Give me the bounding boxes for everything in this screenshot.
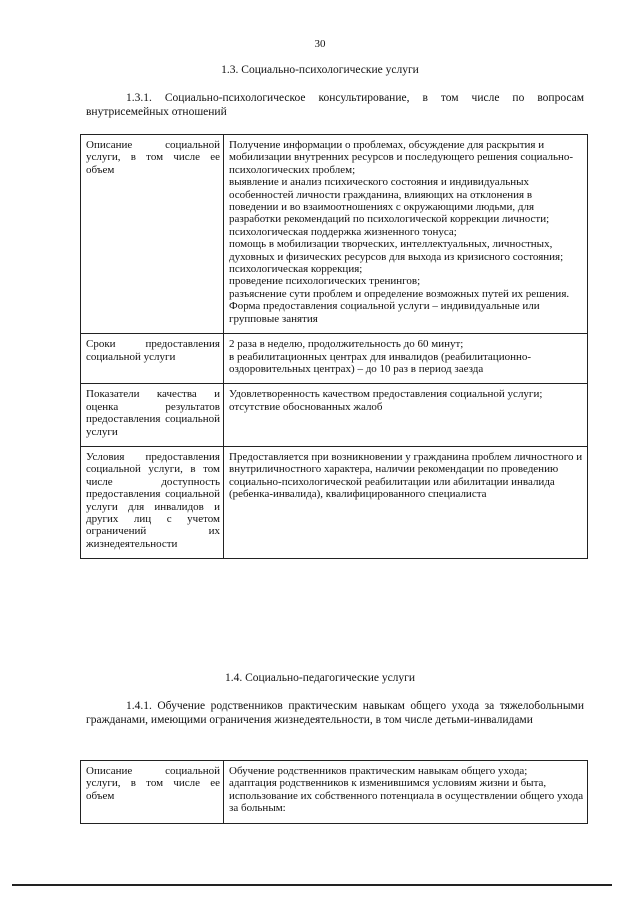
list-item: Получение информации о проблемах, обсуждение для раскрытия и мобилизации внутренних ресурсов и последующего решения социально-психологических проблем; xyxy=(229,139,574,176)
list-item: выявление и анализ психического состояния и индивидуальных особенностей личности гражданина, влияющих на отклонения в поведении и во взаимоотношениях с окружающими людьми, для разработки рекомендаций по психологической коррекции личности; xyxy=(229,176,550,226)
section-1-4-1-title: 1.4.1. Обучение родственников практическим навыкам общего ухода за тяжелобольными гражданами, имеющими ограничения жизнедеятельности, в том числе детьми-инвалидами xyxy=(86,700,584,726)
list-item: Форма предоставления социальной услуги – индивидуальные или групповые занятия xyxy=(229,300,540,325)
table-row xyxy=(81,384,588,447)
table-row xyxy=(81,135,588,334)
table-row xyxy=(81,446,588,558)
row-label-description: Описание социальной услуги, в том числе ее объем xyxy=(81,135,224,334)
list-item: психологическая коррекция; xyxy=(229,263,363,276)
row-value-description xyxy=(224,135,588,334)
row-value-terms xyxy=(224,334,588,384)
row-label-terms: Сроки предоставления социальной услуги xyxy=(81,334,224,384)
row-value-conditions xyxy=(224,446,588,558)
list-item: в реабилитационных центрах для инвалидов (реабилитационно-оздоровительных центрах) – до 10 раз в период заезда xyxy=(229,350,532,375)
row-value-quality xyxy=(224,384,588,447)
list-item: психологическая поддержка жизненного тонуса; xyxy=(229,225,457,238)
page-number: 30 xyxy=(314,38,326,50)
list-item: отсутствие обоснованных жалоб xyxy=(229,400,383,413)
list-item: помощь в мобилизации творческих, интеллектуальных, личностных, духовных и физических ресурсов для выхода из кризисного состояния; xyxy=(229,238,564,263)
section-1-3-1-title: 1.3.1. Социально-психологическое консультирование, в том числе по вопросам внутрисемейных отношений xyxy=(86,92,584,118)
table-row xyxy=(81,334,588,384)
bottom-divider xyxy=(12,884,612,886)
row-label-conditions: Условия предоставления социальной услуги, в том числе доступность предоставления социальной услуги для инвалидов и других лиц с учетом ограничений их жизнедеятельности xyxy=(81,446,224,558)
row-label-quality: Показатели качества и оценка результатов предоставления социальной услуги xyxy=(81,384,224,447)
list-item: адаптация родственников к изменившимся условиям жизни и быта, использование их собственного потенциала в осуществлении общего ухода за больным: xyxy=(229,777,584,815)
list-item: Обучение родственников практическим навыкам общего ухода; xyxy=(229,765,528,777)
section-1-4-title: 1.4. Социально-педагогические услуги xyxy=(224,672,416,684)
table-row xyxy=(81,761,588,824)
section-1-3-title: 1.3. Социально-психологические услуги xyxy=(221,64,419,76)
list-item: Предоставляется при возникновении у гражданина проблем личностного и внутриличностного характера, наличии рекомендации по проведению социально-психологической реабилитации или абилитации инвалида (ребенка-инвалида), квалифицированного специалиста xyxy=(229,450,583,501)
service-table-1-3-1 xyxy=(80,134,588,559)
list-item: 2 раза в неделю, продолжительность до 60 минут; xyxy=(229,338,464,351)
service-table-1-4-1 xyxy=(80,760,588,824)
list-item: Удовлетворенность качеством предоставления социальной услуги; xyxy=(229,388,543,401)
row-label-description: Описание социальной услуги, в том числе ее объем xyxy=(81,761,224,824)
row-value-description xyxy=(224,761,588,824)
list-item: проведение психологических тренингов; xyxy=(229,275,421,288)
list-item: разъяснение сути проблем и определение возможных путей их решения. xyxy=(229,287,570,300)
